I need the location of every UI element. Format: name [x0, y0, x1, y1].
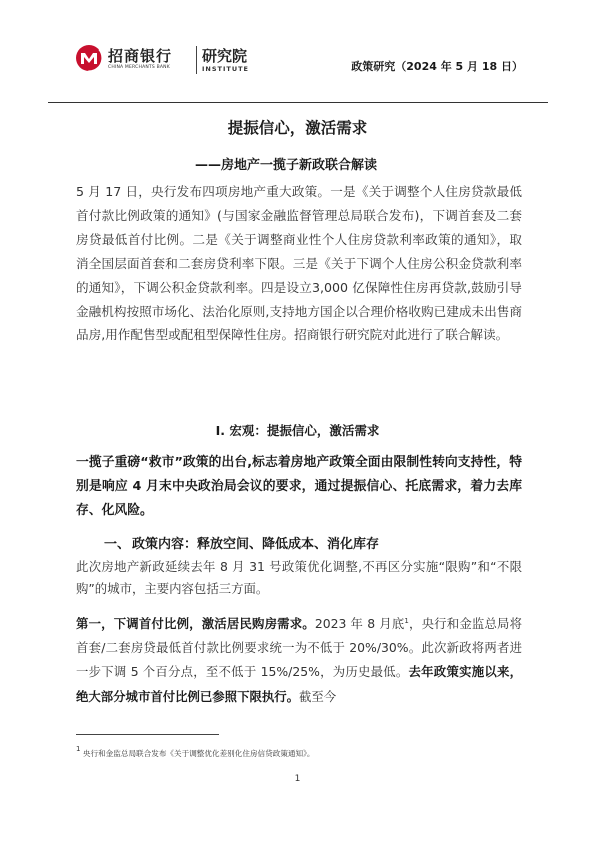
report-type-date: 政策研究（2024 年 5 月 18 日）: [351, 60, 523, 73]
downpayment-bold-lead: 第一，下调首付比例，激活居民购房需求。: [76, 616, 315, 631]
downpayment-text-1: 2023 年 8 月底: [314, 616, 405, 631]
section-heading: I. 宏观：提振信心，激活需求: [215, 423, 380, 438]
footnote: [76, 745, 315, 759]
downpayment-bold-2: 去年政策实施以来，绝大部分城市首付比例已参照下限执行。: [76, 664, 522, 704]
logo-divider: [196, 46, 197, 74]
downpayment-text-3: 截至今: [299, 688, 337, 704]
intro-paragraph: 5 月 17 日，央行发布四项房地产重大政策。一是《关于调整个人住房贷款最低首付款比例政策的通知》(与国家金融监督管理总局联合发布)，下调首套及二套房贷最低首付比例。二是《关于调整商业性个人住房贷款利率政策的通知》，取消全国层面首套和二套房贷利率下限。三是《关于下调个人住房公积金贷款利率的通知》，下调公积金贷款利率。四是设立3,000 亿保障性住房再贷款,鼓励引导金融机构按照市场化、法治化原则,支持地方国企以合理价格收购已建成未出售商品房,用作配售型或配租型保障性住房。招商银行研究院对此进行了联合解读。: [76, 184, 522, 343]
subsection-number: 一、: [104, 537, 131, 552]
downpayment-text-2: ，央行和金监总局将首套/二套房贷最低首付款比例要求统一为不低于 20%/30%。此次新政将两者进一步下调 5 个百分点，至不低于 15%/25%，为历史最低。: [76, 616, 523, 680]
header-rule: [48, 102, 548, 103]
subsection-heading: [76, 533, 379, 552]
footnote-ref[interactable]: 1: [404, 617, 409, 625]
logo-english-name: CHINA MERCHANTS BANK: [108, 65, 170, 70]
logo-chinese-name: 招商银行: [108, 47, 173, 65]
institute-english-name: INSTITUTE: [202, 65, 249, 73]
document-title: 提振信心，激活需求: [227, 119, 368, 137]
cmb-logo-mark-icon: [75, 44, 103, 72]
cmb-logo: [75, 44, 265, 80]
footnote-text: 央行和金监总局联合发布《关于调整优化差别化住房信贷政策通知》。: [82, 749, 315, 758]
document-subtitle: ——房地产一揽子新政联合解读: [195, 158, 378, 173]
footnote-marker: 1: [76, 745, 81, 753]
page-header: [0, 0, 595, 104]
subsection-title: 政策内容：释放空间、降低成本、消化库存: [132, 537, 380, 552]
footnote-separator: [76, 734, 219, 735]
section-lead-paragraph: 一揽子重磅“救市”政策的出台,标志着房地产政策全面由限制性转向支持性，特别是响应 4 月末中央政治局会议的要求，通过提振信心、托底需求，着力去库存、化风险。: [76, 455, 522, 519]
downpayment-paragraph: [76, 612, 522, 709]
page-number: 1: [294, 774, 301, 784]
institute-chinese-name: 研究院: [202, 47, 248, 65]
policy-overview-paragraph: 此次房地产新政延续去年 8 月 31 号政策优化调整,不再区分实施“限购”和“不限购”的城市，主要内容包括三方面。: [76, 559, 522, 596]
